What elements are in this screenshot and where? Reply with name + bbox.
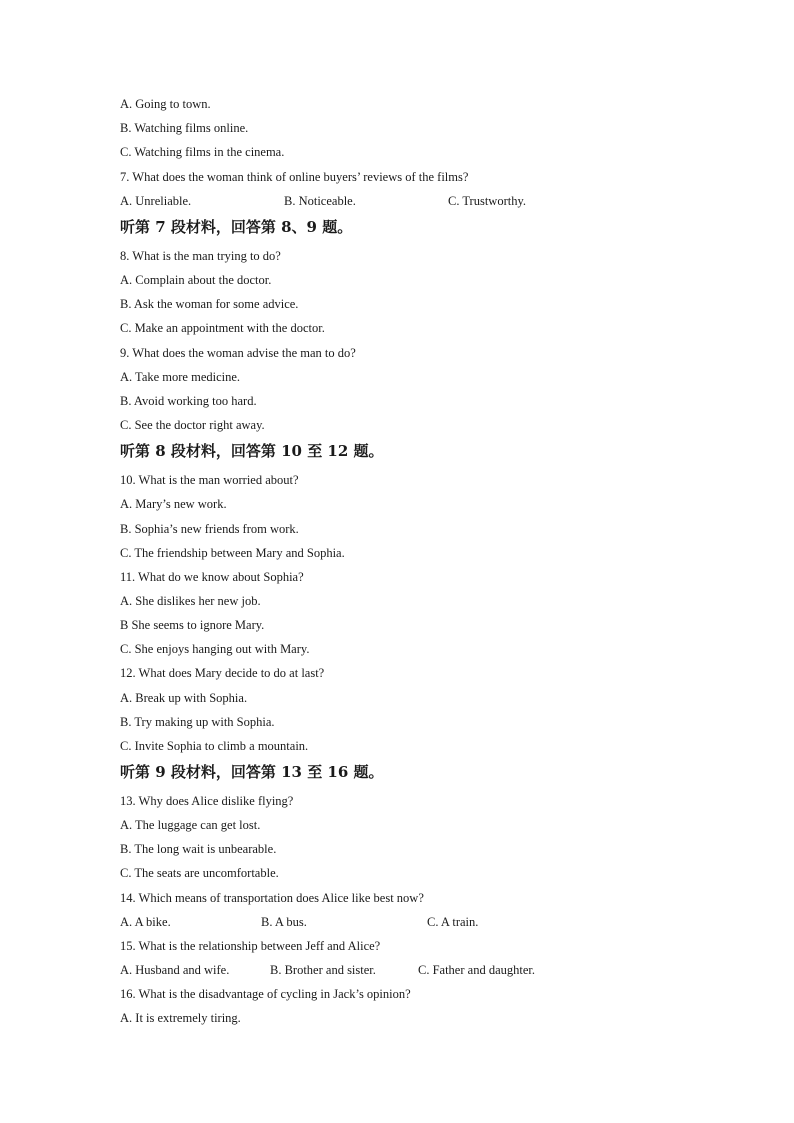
q11-option-b: B She seems to ignore Mary.	[120, 618, 265, 632]
q9-option-a: A. Take more medicine.	[120, 370, 241, 384]
q12-option-c: C. Invite Sophia to climb a mountain.	[120, 739, 309, 753]
q14-option-c: C. A train.	[427, 915, 479, 929]
q7-option-a: A. Unreliable.	[120, 194, 192, 208]
q13-option-c: C. The seats are uncomfortable.	[120, 866, 279, 880]
q8-option-b: B. Ask the woman for some advice.	[120, 297, 299, 311]
question-10: 10. What is the man worried about?	[120, 473, 299, 487]
q11-option-c: C. She enjoys hanging out with Mary.	[120, 642, 310, 656]
q13-option-b: B. The long wait is unbearable.	[120, 842, 277, 856]
q16-option-a: A. It is extremely tiring.	[120, 1011, 241, 1025]
q15-option-c: C. Father and daughter.	[418, 963, 535, 977]
q15-option-a: A. Husband and wife.	[120, 963, 230, 977]
q14-option-b: B. A bus.	[261, 915, 307, 929]
question-16: 16. What is the disadvantage of cycling in Jack’s opinion?	[120, 987, 411, 1001]
q6-option-b: B. Watching films online.	[120, 121, 249, 135]
q15-option-b: B. Brother and sister.	[270, 963, 376, 977]
question-13: 13. Why does Alice dislike flying?	[120, 794, 294, 808]
question-12: 12. What does Mary decide to do at last?	[120, 666, 325, 680]
q11-option-a: A. She dislikes her new job.	[120, 594, 261, 608]
question-7: 7. What does the woman think of online buyers’ reviews of the films?	[120, 170, 469, 184]
q10-option-b: B. Sophia’s new friends from work.	[120, 522, 299, 536]
q10-option-c: C. The friendship between Mary and Sophia.	[120, 546, 345, 560]
question-8: 8. What is the man trying to do?	[120, 249, 281, 263]
q7-option-b: B. Noticeable.	[284, 194, 356, 208]
section-heading-7: 听第 7 段材料，回答第 8、9 题。	[120, 218, 353, 236]
section-heading-9: 听第 9 段材料，回答第 13 至 16 题。	[120, 763, 384, 781]
q9-option-b: B. Avoid working too hard.	[120, 394, 257, 408]
q6-option-a: A. Going to town.	[120, 97, 211, 111]
section-heading-8: 听第 8 段材料，回答第 10 至 12 题。	[120, 442, 384, 460]
q10-option-a: A. Mary’s new work.	[120, 497, 227, 511]
q7-option-c: C. Trustworthy.	[448, 194, 527, 208]
question-9: 9. What does the woman advise the man to do?	[120, 346, 356, 360]
q6-option-c: C. Watching films in the cinema.	[120, 145, 285, 159]
question-11: 11. What do we know about Sophia?	[120, 570, 304, 584]
q13-option-a: A. The luggage can get lost.	[120, 818, 261, 832]
q14-option-a: A. A bike.	[120, 915, 171, 929]
question-14: 14. Which means of transportation does Alice like best now?	[120, 891, 424, 905]
q8-option-c: C. Make an appointment with the doctor.	[120, 321, 325, 335]
q12-option-a: A. Break up with Sophia.	[120, 691, 248, 705]
q9-option-c: C. See the doctor right away.	[120, 418, 265, 432]
q12-option-b: B. Try making up with Sophia.	[120, 715, 275, 729]
q8-option-a: A. Complain about the doctor.	[120, 273, 272, 287]
question-15: 15. What is the relationship between Jeff and Alice?	[120, 939, 381, 953]
